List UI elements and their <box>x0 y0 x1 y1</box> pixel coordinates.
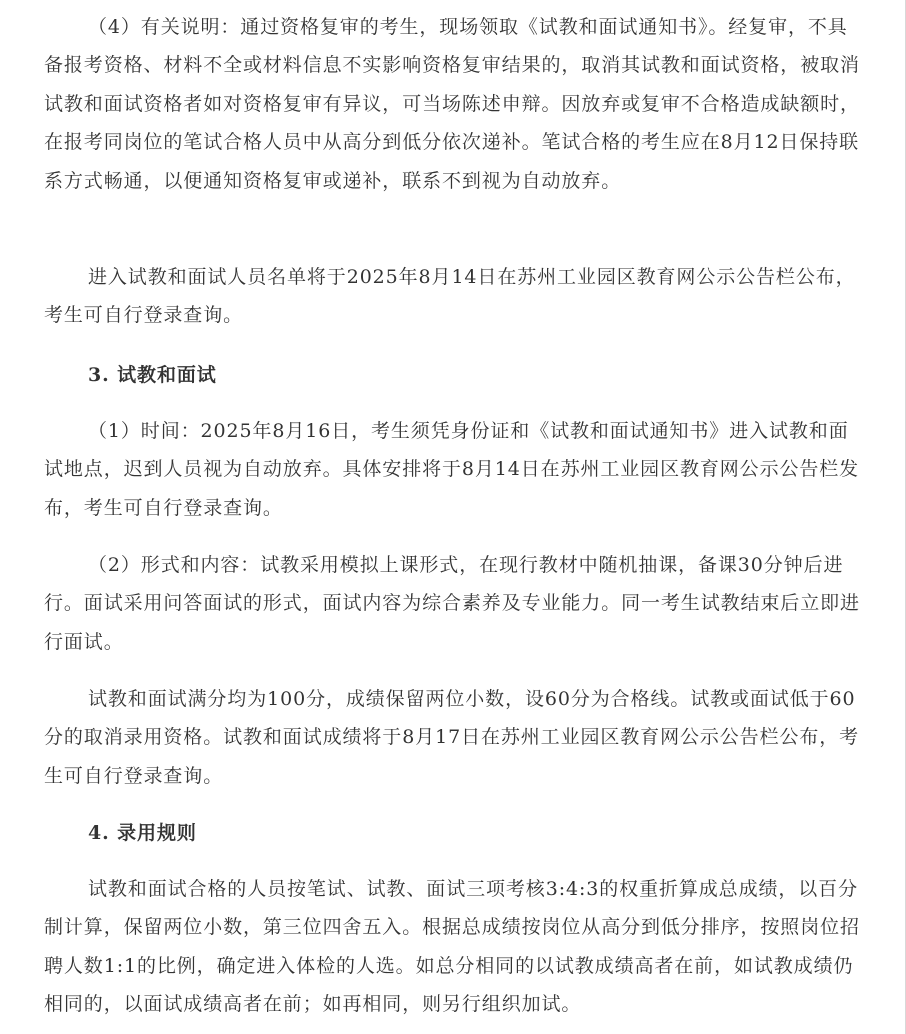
paragraph-remarks-text: （4）有关说明：通过资格复审的考生，现场领取《试教和面试通知书》。经复审，不具备报考资格、材料不全或材料信息不实影响资格复审结果的，取消其试教和面试资格，被取消试教和面试资格者如对资格复审有异议，可当场陈述申辩。因放弃或复审不合格造成缺额时，在报考同岗位的笔试合格人员中从高分到低分依次递补。笔试合格的考生应在8月12日保持联系方式畅通，以便通知资格复审或递补，联系不到视为自动放弃。 <box>44 16 860 192</box>
section-heading-hiring-rules: 4. 录用规则 <box>88 822 197 844</box>
paragraph-interview-list-text: 进入试教和面试人员名单将于2025年8月14日在苏州工业园区教育网公示公告栏公布，考生可自行登录查询。 <box>44 266 856 327</box>
paragraph-format <box>44 546 860 661</box>
paragraph-interview-list <box>44 258 860 335</box>
paragraph-scoring-text: 试教和面试满分均为100分，成绩保留两位小数，设60分为合格线。试教或面试低于60分的取消录用资格。试教和面试成绩将于8月17日在苏州工业园区教育网公示公告栏公布，考生可自行登录查询。 <box>44 688 860 787</box>
paragraph-remarks <box>44 8 860 200</box>
paragraph-time-text: （1）时间：2025年8月16日，考生须凭身份证和《试教和面试通知书》进入试教和面试地点，迟到人员视为自动放弃。具体安排将于8月14日在苏州工业园区教育网公示公告栏发布，考生可自行登录查询。 <box>44 420 860 519</box>
paragraph-format-text: （2）形式和内容：试教采用模拟上课形式，在现行教材中随机抽课，备课30分钟后进行。面试采用问答面试的形式，面试内容为综合素养及专业能力。同一考生试教结束后立即进行面试。 <box>44 554 860 653</box>
section-heading-trial-interview: 3. 试教和面试 <box>88 364 217 386</box>
paragraph-hiring-rules-text: 试教和面试合格的人员按笔试、试教、面试三项考核3:4:3的权重折算成总成绩，以百分制计算，保留两位小数，第三位四舍五入。根据总成绩按岗位从高分到低分排序，按照岗位招聘人数1:1的比例，确定进入体检的人选。如总分相同的以试教成绩高者在前，如试教成绩仍相同的，以面试成绩高者在前；如再相同，则另行组织加试。 <box>44 878 860 1016</box>
paragraph-hiring-rules <box>44 870 860 1024</box>
paragraph-scoring <box>44 680 860 795</box>
paragraph-time <box>44 412 860 527</box>
